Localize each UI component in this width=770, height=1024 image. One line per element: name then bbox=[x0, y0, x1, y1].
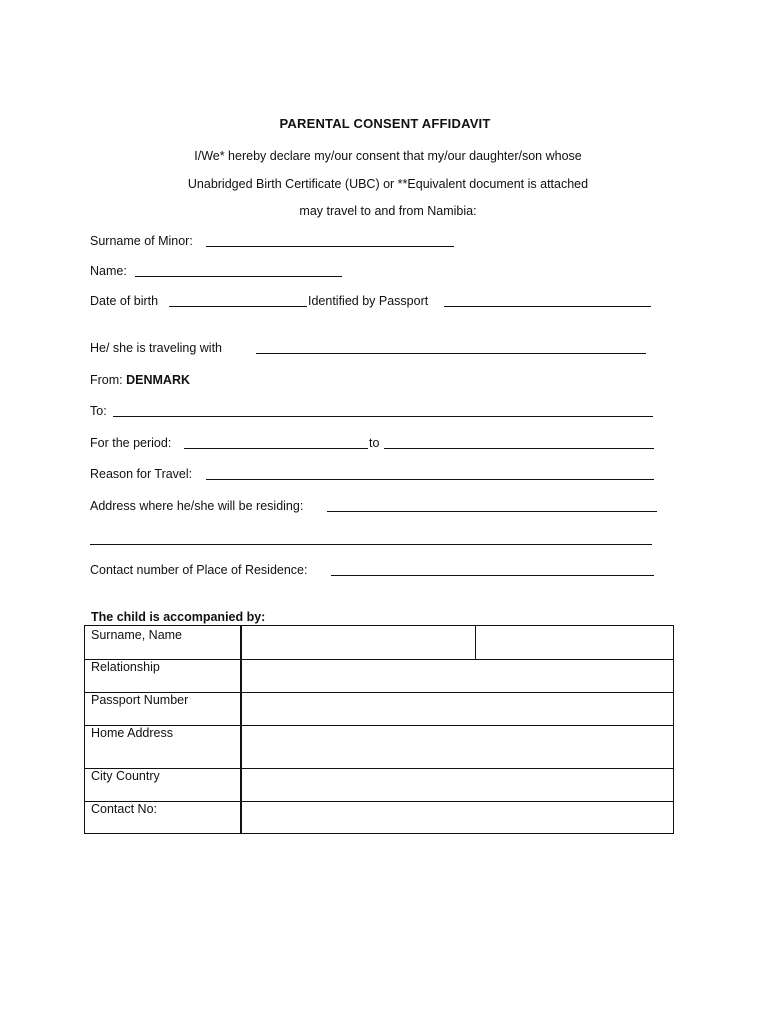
traveling-with-field[interactable] bbox=[256, 342, 646, 354]
table-row-label-city-country: City Country bbox=[91, 769, 160, 783]
contact-number-label: Contact number of Place of Residence: bbox=[90, 563, 308, 577]
to-field[interactable] bbox=[113, 405, 653, 417]
surname-value-cell[interactable] bbox=[243, 626, 474, 659]
surname-of-minor-field[interactable] bbox=[206, 235, 454, 247]
passport-label: Identified by Passport bbox=[308, 294, 429, 308]
from-value: DENMARK bbox=[126, 373, 191, 387]
period-label: For the period: bbox=[90, 436, 172, 450]
contact-number-field[interactable] bbox=[331, 564, 654, 576]
traveling-with-label: He/ she is traveling with bbox=[90, 341, 223, 355]
passport-number-value-cell[interactable] bbox=[243, 693, 673, 725]
address-field[interactable] bbox=[327, 500, 657, 512]
name-label: Name: bbox=[90, 264, 127, 278]
period-to-label: to bbox=[369, 436, 380, 450]
city-country-value-cell[interactable] bbox=[243, 769, 673, 801]
table-name-split-divider bbox=[475, 626, 476, 659]
passport-field[interactable] bbox=[444, 295, 651, 307]
surname-of-minor-label: Surname of Minor: bbox=[90, 234, 193, 248]
document-title: PARENTAL CONSENT AFFIDAVIT bbox=[279, 116, 491, 131]
address-field-line-2[interactable] bbox=[90, 533, 652, 545]
reason-field[interactable] bbox=[206, 468, 654, 480]
relationship-value-cell[interactable] bbox=[243, 660, 673, 692]
date-of-birth-label: Date of birth bbox=[90, 294, 159, 308]
intro-line-3: may travel to and from Namibia: bbox=[299, 204, 477, 218]
intro-line-2: Unabridged Birth Certificate (UBC) or **Equivalent document is attached bbox=[187, 177, 589, 191]
period-from-field[interactable] bbox=[184, 437, 368, 449]
table-row-label-contact-no: Contact No: bbox=[91, 802, 158, 816]
home-address-value-cell[interactable] bbox=[243, 726, 673, 768]
from-label: From: bbox=[90, 373, 123, 387]
name-value-cell[interactable] bbox=[477, 626, 673, 659]
table-row-label-surname-name: Surname, Name bbox=[91, 628, 183, 642]
accompanied-heading: The child is accompanied by: bbox=[91, 610, 266, 624]
reason-label: Reason for Travel: bbox=[90, 467, 193, 481]
contact-no-value-cell[interactable] bbox=[243, 802, 673, 833]
accompanied-table bbox=[84, 625, 674, 834]
table-row-label-passport-number: Passport Number bbox=[91, 693, 189, 707]
address-label: Address where he/she will be residing: bbox=[90, 499, 304, 513]
from-row bbox=[90, 373, 190, 387]
table-row-label-relationship: Relationship bbox=[91, 660, 160, 674]
table-row-label-home-address: Home Address bbox=[91, 726, 173, 740]
intro-line-1: I/We* hereby declare my/our consent that my/our daughter/son whose bbox=[194, 149, 582, 163]
period-to-field[interactable] bbox=[384, 437, 654, 449]
date-of-birth-field[interactable] bbox=[169, 295, 307, 307]
name-field[interactable] bbox=[135, 265, 342, 277]
to-label: To: bbox=[90, 404, 107, 418]
